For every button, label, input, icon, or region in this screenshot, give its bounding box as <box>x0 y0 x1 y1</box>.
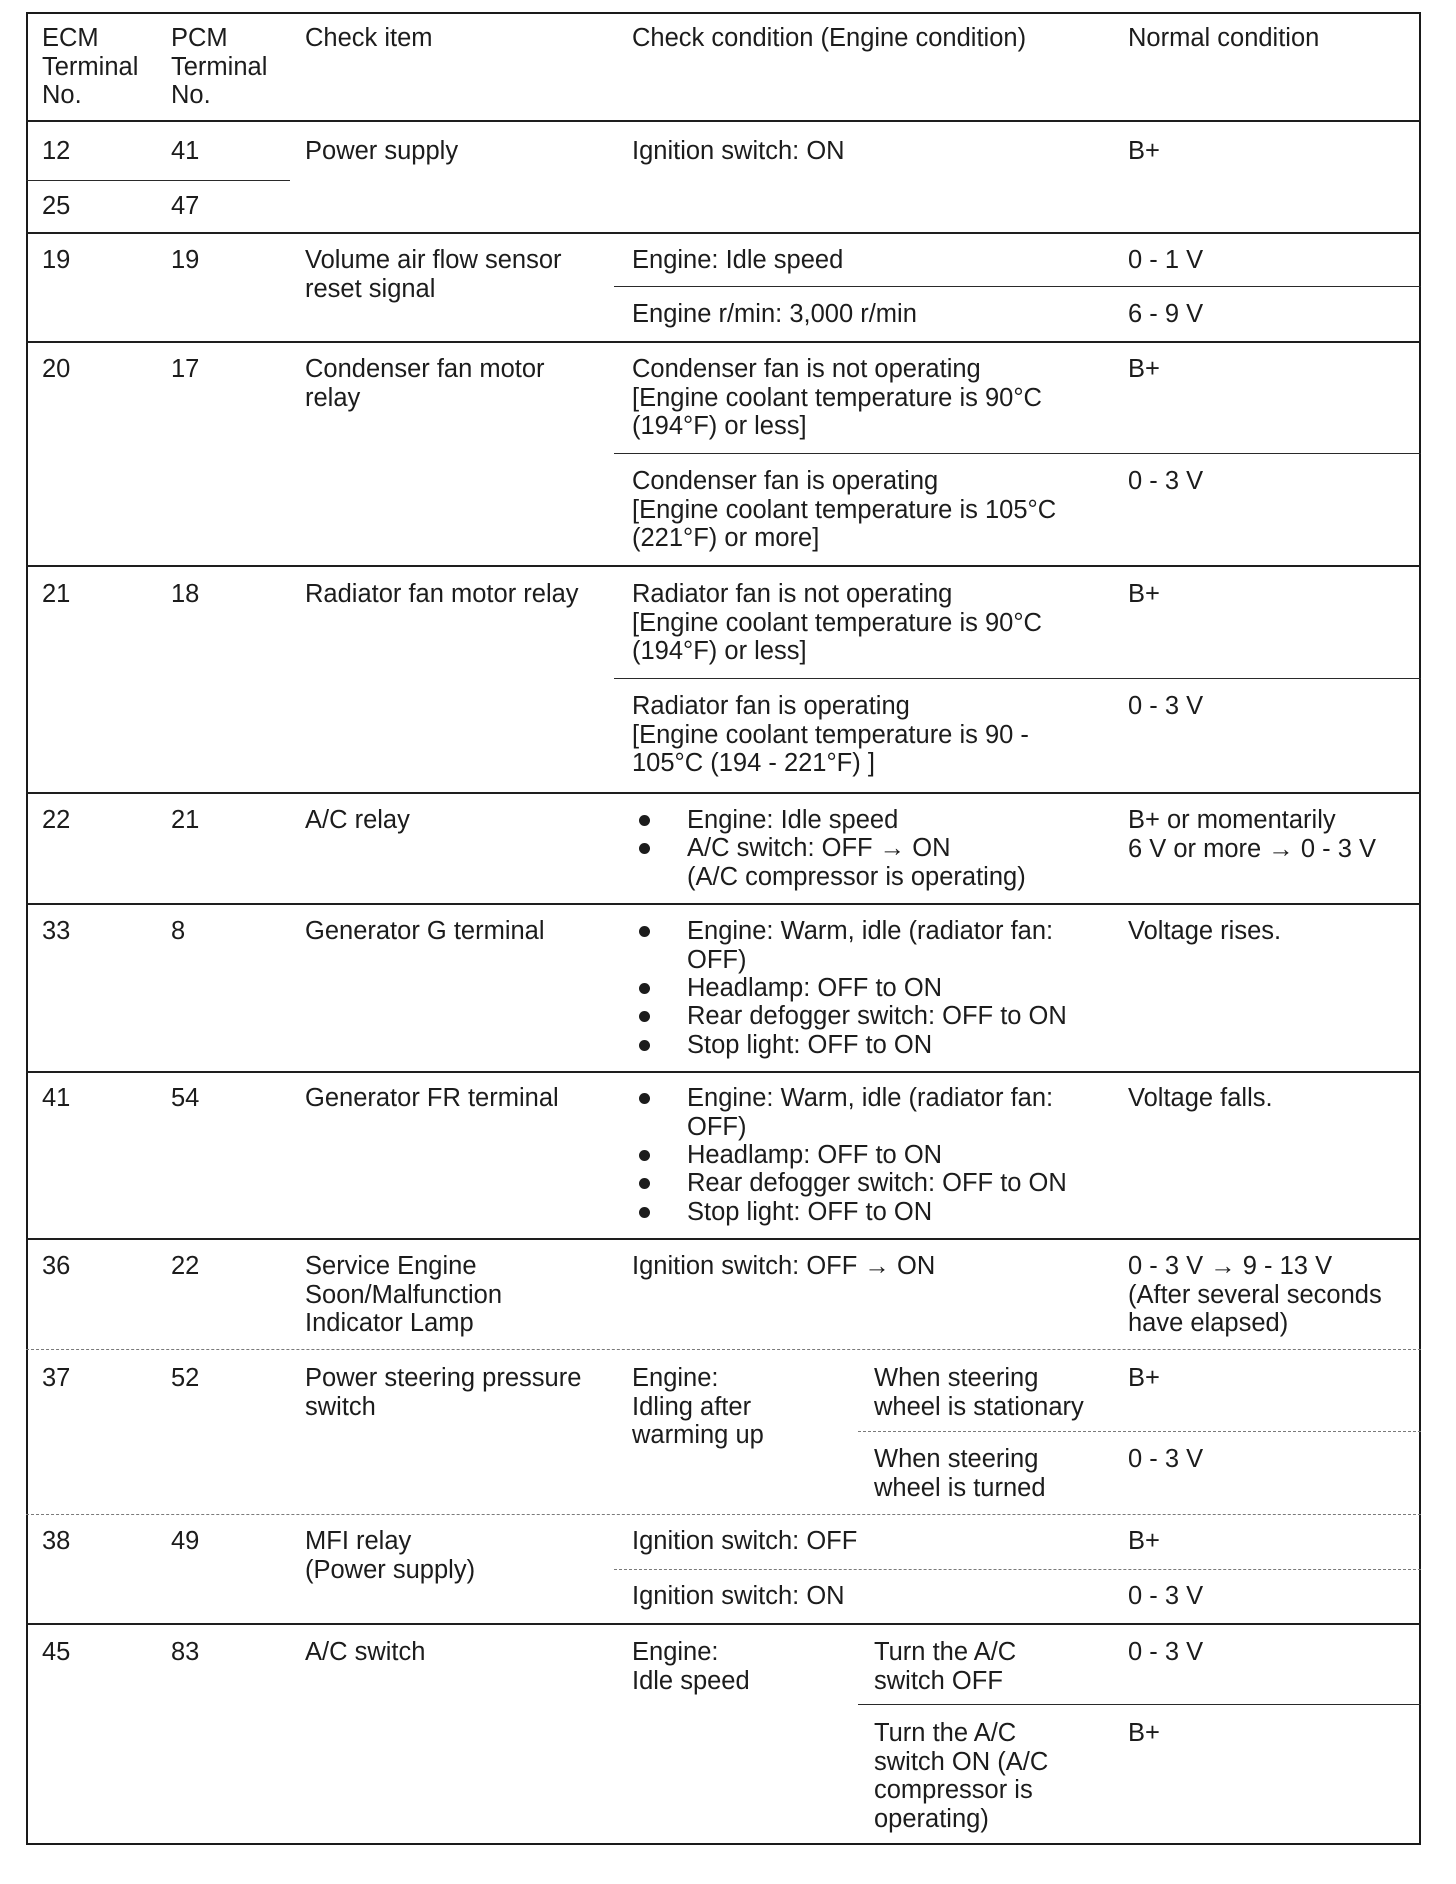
header-pcm-terminal-no: PCM Terminal No. <box>171 24 268 109</box>
check-item: Power supply <box>305 137 459 165</box>
normal-condition: 0 - 3 V <box>1128 1582 1204 1610</box>
check-condition: Condenser fan is operating [Engine coolant temperature is 105°C (221°F) or more] <box>632 467 1057 552</box>
check-item: Volume air flow sensor reset signal <box>305 246 562 303</box>
check-condition-bullet: Rear defogger switch: OFF to ON <box>687 1002 1067 1030</box>
check-sub-condition: Turn the A/C switch OFF <box>874 1638 1017 1695</box>
check-condition-bullet: Stop light: OFF to ON <box>687 1031 933 1059</box>
ecm-terminal-no: 25 <box>42 192 71 220</box>
check-condition: Ignition switch: OFF <box>632 1527 858 1555</box>
check-condition: Radiator fan is not operating [Engine coolant temperature is 90°C (194°F) or less] <box>632 580 1042 665</box>
check-item: A/C relay <box>305 806 410 834</box>
normal-condition: 6 - 9 V <box>1128 300 1204 328</box>
check-condition-bullet: Engine: Idle speed <box>687 806 899 834</box>
row-divider <box>26 1238 1421 1240</box>
bullet-icon <box>639 1011 650 1022</box>
bullet-icon <box>639 983 650 994</box>
sub-row-divider <box>858 1431 1421 1432</box>
check-condition: Radiator fan is operating [Engine coolant temperature is 90 - 105°C (194 - 221°F) ] <box>632 692 1029 777</box>
normal-condition: B+ <box>1128 137 1160 165</box>
header-ecm-terminal-no: ECM Terminal No. <box>42 24 139 109</box>
normal-condition: B+ <box>1128 1364 1160 1392</box>
row-divider <box>26 180 290 181</box>
bullet-icon <box>639 815 650 826</box>
bullet-icon <box>639 843 650 854</box>
normal-condition: B+ <box>1128 1527 1160 1555</box>
bullet-icon <box>639 1093 650 1104</box>
normal-condition: 0 - 3 V → 9 - 13 V (After several seconds have elapsed) <box>1128 1252 1382 1337</box>
ecm-terminal-no: 33 <box>42 917 71 945</box>
row-divider <box>26 792 1421 794</box>
check-sub-condition: When steering wheel is stationary <box>874 1364 1084 1421</box>
pcm-terminal-no: 52 <box>171 1364 200 1392</box>
ecm-terminal-no: 38 <box>42 1527 71 1555</box>
check-item: MFI relay (Power supply) <box>305 1527 476 1584</box>
bullet-icon <box>639 1178 650 1189</box>
normal-condition: 0 - 3 V <box>1128 692 1204 720</box>
check-item: Generator G terminal <box>305 917 545 945</box>
row-divider <box>26 232 1421 234</box>
pcm-terminal-no: 19 <box>171 246 200 274</box>
check-item: Power steering pressure switch <box>305 1364 582 1421</box>
row-divider <box>26 565 1421 567</box>
normal-condition: B+ <box>1128 1719 1160 1747</box>
normal-condition: 0 - 3 V <box>1128 1445 1204 1473</box>
check-condition: Engine: Idling after warming up <box>632 1364 764 1449</box>
check-condition-bullet: Engine: Warm, idle (radiator fan: OFF) <box>687 1084 1054 1141</box>
check-condition: Engine: Idle speed <box>632 1638 750 1695</box>
header-check-item: Check item <box>305 24 433 52</box>
header-divider <box>26 120 1421 122</box>
ecm-terminal-no: 12 <box>42 137 71 165</box>
ecm-terminal-no: 45 <box>42 1638 71 1666</box>
check-item: Service Engine Soon/Malfunction Indicator Lamp <box>305 1252 503 1337</box>
check-condition: Ignition switch: ON <box>632 1582 845 1610</box>
pcm-terminal-no: 54 <box>171 1084 200 1112</box>
check-item: Generator FR terminal <box>305 1084 559 1112</box>
ecm-terminal-no: 37 <box>42 1364 71 1392</box>
normal-condition: Voltage rises. <box>1128 917 1282 945</box>
row-divider <box>26 1623 1421 1625</box>
check-condition-bullet: Headlamp: OFF to ON <box>687 1141 943 1169</box>
ecm-terminal-no: 20 <box>42 355 71 383</box>
normal-condition: B+ <box>1128 580 1160 608</box>
check-condition: Ignition switch: OFF → ON <box>632 1252 936 1280</box>
check-condition-bullet: Rear defogger switch: OFF to ON <box>687 1169 1067 1197</box>
row-divider <box>26 341 1421 343</box>
check-condition-bullet: Stop light: OFF to ON <box>687 1198 933 1226</box>
pcm-terminal-no: 49 <box>171 1527 200 1555</box>
ecm-terminal-no: 22 <box>42 806 71 834</box>
check-condition-bullet: Headlamp: OFF to ON <box>687 974 943 1002</box>
check-sub-condition: Turn the A/C switch ON (A/C compressor is operating) <box>874 1719 1049 1833</box>
pcm-terminal-no: 8 <box>171 917 186 945</box>
normal-condition: B+ or momentarily 6 V or more → 0 - 3 V <box>1128 806 1377 863</box>
pcm-terminal-no: 18 <box>171 580 200 608</box>
check-condition: Engine r/min: 3,000 r/min <box>632 300 917 328</box>
ecm-terminal-no: 36 <box>42 1252 71 1280</box>
ecm-terminal-no: 41 <box>42 1084 71 1112</box>
pcm-terminal-no: 17 <box>171 355 200 383</box>
pcm-terminal-no: 22 <box>171 1252 200 1280</box>
sub-row-divider <box>614 453 1421 454</box>
pcm-terminal-no: 41 <box>171 137 200 165</box>
sub-row-divider <box>614 1569 1421 1570</box>
check-item: Condenser fan motor relay <box>305 355 545 412</box>
pcm-terminal-no: 21 <box>171 806 200 834</box>
sub-row-divider <box>614 286 1421 287</box>
row-divider <box>26 1514 1421 1515</box>
normal-condition: Voltage falls. <box>1128 1084 1273 1112</box>
ecm-terminal-no: 21 <box>42 580 71 608</box>
row-divider <box>26 903 1421 905</box>
check-item: Radiator fan motor relay <box>305 580 579 608</box>
normal-condition: B+ <box>1128 355 1160 383</box>
row-divider <box>26 1071 1421 1073</box>
check-item: A/C switch <box>305 1638 426 1666</box>
check-condition: Condenser fan is not operating [Engine coolant temperature is 90°C (194°F) or less] <box>632 355 1042 440</box>
header-normal-condition: Normal condition <box>1128 24 1320 52</box>
check-condition: Ignition switch: ON <box>632 137 845 165</box>
pcm-terminal-no: 47 <box>171 192 200 220</box>
sub-row-divider <box>614 678 1421 679</box>
pcm-terminal-no: 83 <box>171 1638 200 1666</box>
check-condition: Engine: Idle speed <box>632 246 844 274</box>
check-condition-bullet: A/C switch: OFF → ON (A/C compressor is operating) <box>687 834 1026 891</box>
bullet-icon <box>639 1150 650 1161</box>
ecm-terminal-no: 19 <box>42 246 71 274</box>
bullet-icon <box>639 1207 650 1218</box>
check-sub-condition: When steering wheel is turned <box>874 1445 1046 1502</box>
normal-condition: 0 - 1 V <box>1128 246 1204 274</box>
normal-condition: 0 - 3 V <box>1128 1638 1204 1666</box>
bullet-icon <box>639 926 650 937</box>
normal-condition: 0 - 3 V <box>1128 467 1204 495</box>
header-check-condition: Check condition (Engine condition) <box>632 24 1027 52</box>
sub-row-divider <box>858 1704 1421 1705</box>
row-divider <box>26 1349 1421 1350</box>
check-condition-bullet: Engine: Warm, idle (radiator fan: OFF) <box>687 917 1054 974</box>
bullet-icon <box>639 1040 650 1051</box>
